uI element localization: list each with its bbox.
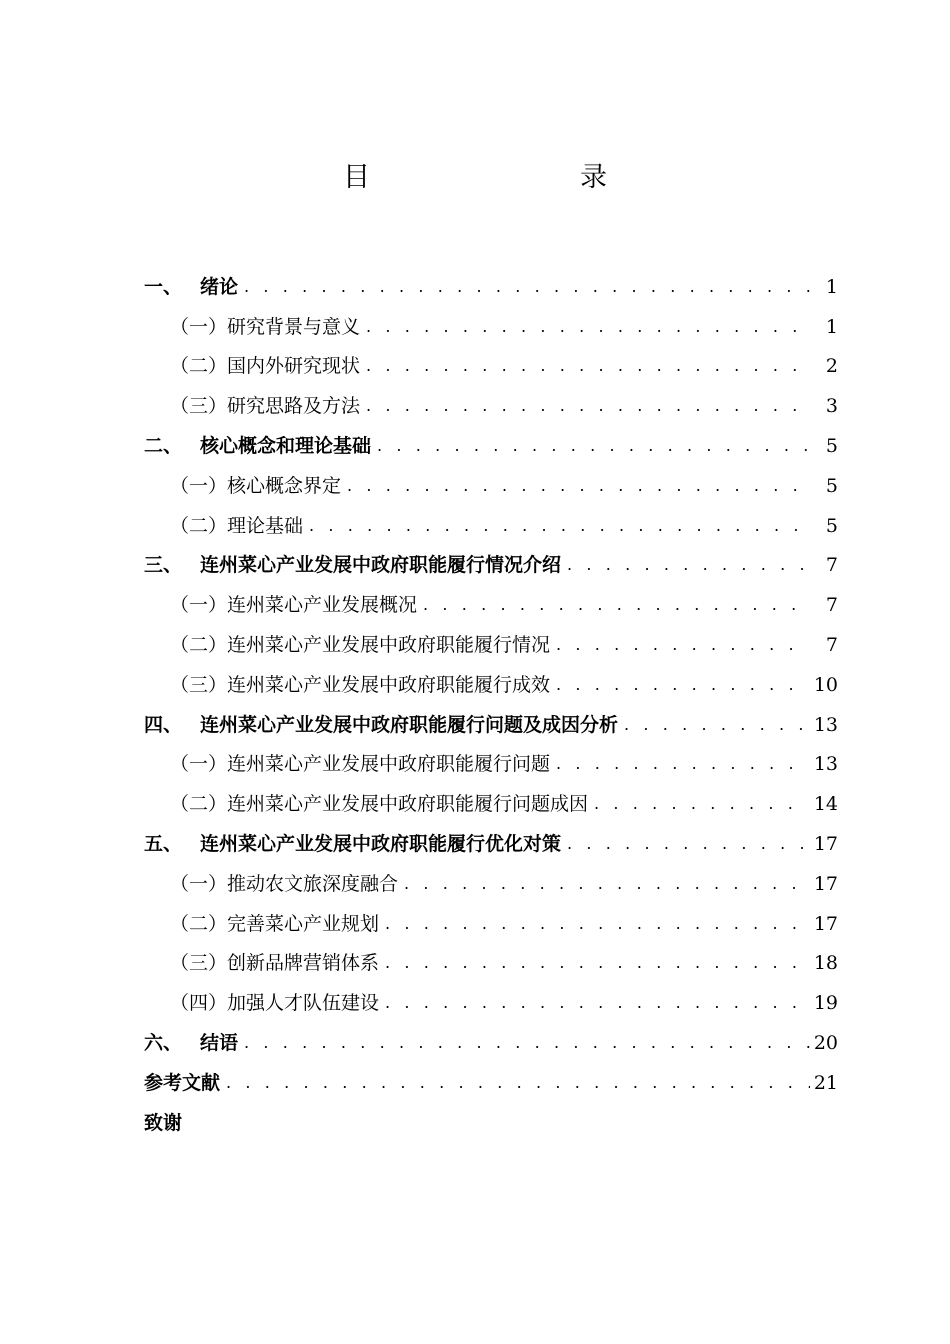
toc-page-number: 18 [813,952,838,975]
toc-entry-label: 绪论 [200,275,239,298]
toc-dot-leader [385,914,804,934]
toc-dot-leader [366,396,808,416]
toc-entry-label: 研究思路及方法 [227,395,361,418]
toc-page-number: 17 [813,872,838,895]
toc-entry-label: 连州菜心产业发展中政府职能履行情况介绍 [200,554,562,577]
toc-section-entry[interactable] [144,856,838,896]
toc-entry-label: 连州菜心产业发展中政府职能履行优化对策 [200,832,562,855]
toc-entry-number: 五、 [144,832,183,855]
toc-entry-number: 四、 [144,713,183,736]
toc-dot-leader [594,794,804,814]
toc-entry-number: （二） [170,633,228,656]
toc-chapter-entry[interactable] [144,697,838,737]
toc-page-number: 17 [813,912,838,935]
toc-dot-leader [309,516,808,536]
toc-chapter-entry[interactable] [144,1015,838,1055]
toc-page-number: 10 [813,673,838,696]
toc-chapter-entry[interactable] [144,1055,838,1095]
toc-entry-number: （一） [170,474,228,497]
toc-page-number: 20 [813,1031,838,1054]
toc-chapter-entry[interactable] [144,538,838,578]
toc-entry-number: （三） [170,395,228,418]
toc-dot-leader [347,476,808,496]
toc-dot-leader [226,1073,810,1093]
toc-entry-number: （三） [170,673,228,696]
toc-section-entry[interactable] [144,498,838,538]
toc-section-entry[interactable] [144,737,838,777]
toc-entry-label: 连州菜心产业发展中政府职能履行情况 [227,633,551,656]
toc-entry-number: 三、 [144,554,183,577]
toc-page-number: 3 [825,395,838,418]
toc-dot-leader [556,754,804,774]
toc-dot-leader [366,317,808,337]
toc-entry-number: （一） [170,594,228,617]
toc-page-number: 13 [813,713,838,736]
toc-entry-label: 核心概念界定 [227,474,342,497]
page-title: 目 录 [343,162,659,193]
toc-page-number: 1 [825,275,838,298]
toc-section-entry[interactable] [144,657,838,697]
toc-page-number: 17 [813,832,838,855]
toc-section-entry[interactable] [144,378,838,418]
toc-dot-leader [377,436,814,456]
toc-entry-label: 创新品牌营销体系 [227,952,380,975]
toc-section-entry[interactable] [144,776,838,816]
toc-entry-number: （一） [170,872,228,895]
toc-entry-number: 二、 [144,434,183,457]
toc-entry-number: （二） [170,793,228,816]
toc-section-entry[interactable] [144,975,838,1015]
toc-entry-label: 完善菜心产业规划 [227,912,380,935]
toc-section-entry[interactable] [144,339,838,379]
toc-entry-label: 结语 [200,1031,239,1054]
toc-page-number: 5 [825,474,838,497]
toc-dot-leader [404,874,804,894]
toc-dot-leader [423,595,808,615]
toc-dot-leader [385,953,804,973]
toc-page-number: 13 [813,753,838,776]
toc-page-number: 1 [825,315,838,338]
toc-entry-label: 连州菜心产业发展中政府职能履行问题成因 [227,793,589,816]
toc-entry-label: 连州菜心产业发展中政府职能履行成效 [227,673,551,696]
toc-dot-leader [567,834,810,854]
toc-entry-number: （三） [170,952,228,975]
toc-entry-number: （二） [170,912,228,935]
toc-chapter-entry[interactable] [144,1095,838,1135]
toc-entry-label: 推动农文旅深度融合 [227,872,399,895]
toc-dot-leader [624,715,810,735]
toc-entry-label: 连州菜心产业发展中政府职能履行问题 [227,753,551,776]
toc-entry-number: （一） [170,753,228,776]
table-of-contents [144,259,838,1135]
toc-page-number: 14 [813,793,838,816]
toc-section-entry[interactable] [144,299,838,339]
toc-dot-leader [244,277,814,297]
toc-entry-label: 连州菜心产业发展概况 [227,594,418,617]
toc-page-number: 5 [825,434,838,457]
toc-chapter-entry[interactable] [144,816,838,856]
toc-dot-leader [556,635,808,655]
toc-dot-leader [556,675,804,695]
toc-page-number: 21 [813,1071,838,1094]
toc-page-number: 19 [813,992,838,1015]
toc-dot-leader [366,356,808,376]
toc-page-number: 2 [825,355,838,378]
toc-entry-label: 参考文献 [144,1071,221,1094]
toc-section-entry[interactable] [144,617,838,657]
toc-section-entry[interactable] [144,458,838,498]
toc-dot-leader [385,993,804,1013]
toc-chapter-entry[interactable] [144,259,838,299]
toc-page-number: 7 [825,554,838,577]
toc-page-number: 7 [825,633,838,656]
toc-entry-label: 致谢 [144,1111,183,1134]
toc-entry-label: 核心概念和理论基础 [200,434,372,457]
toc-entry-number: 六、 [144,1031,183,1054]
toc-entry-label: 国内外研究现状 [227,355,361,378]
toc-entry-label: 连州菜心产业发展中政府职能履行问题及成因分析 [200,713,619,736]
toc-chapter-entry[interactable] [144,418,838,458]
toc-entry-number: （一） [170,315,228,338]
toc-section-entry[interactable] [144,896,838,936]
toc-entry-number: （二） [170,514,228,537]
toc-dot-leader [567,555,814,575]
toc-entry-number: 一、 [144,275,183,298]
toc-section-entry[interactable] [144,577,838,617]
toc-entry-label: 理论基础 [227,514,304,537]
toc-entry-label: 研究背景与意义 [227,315,361,338]
toc-entry-number: （四） [170,992,228,1015]
toc-dot-leader [244,1033,810,1053]
toc-entry-number: （二） [170,355,228,378]
toc-page-number: 5 [825,514,838,537]
toc-section-entry[interactable] [144,936,838,976]
toc-page-number: 7 [825,594,838,617]
toc-entry-label: 加强人才队伍建设 [227,992,380,1015]
